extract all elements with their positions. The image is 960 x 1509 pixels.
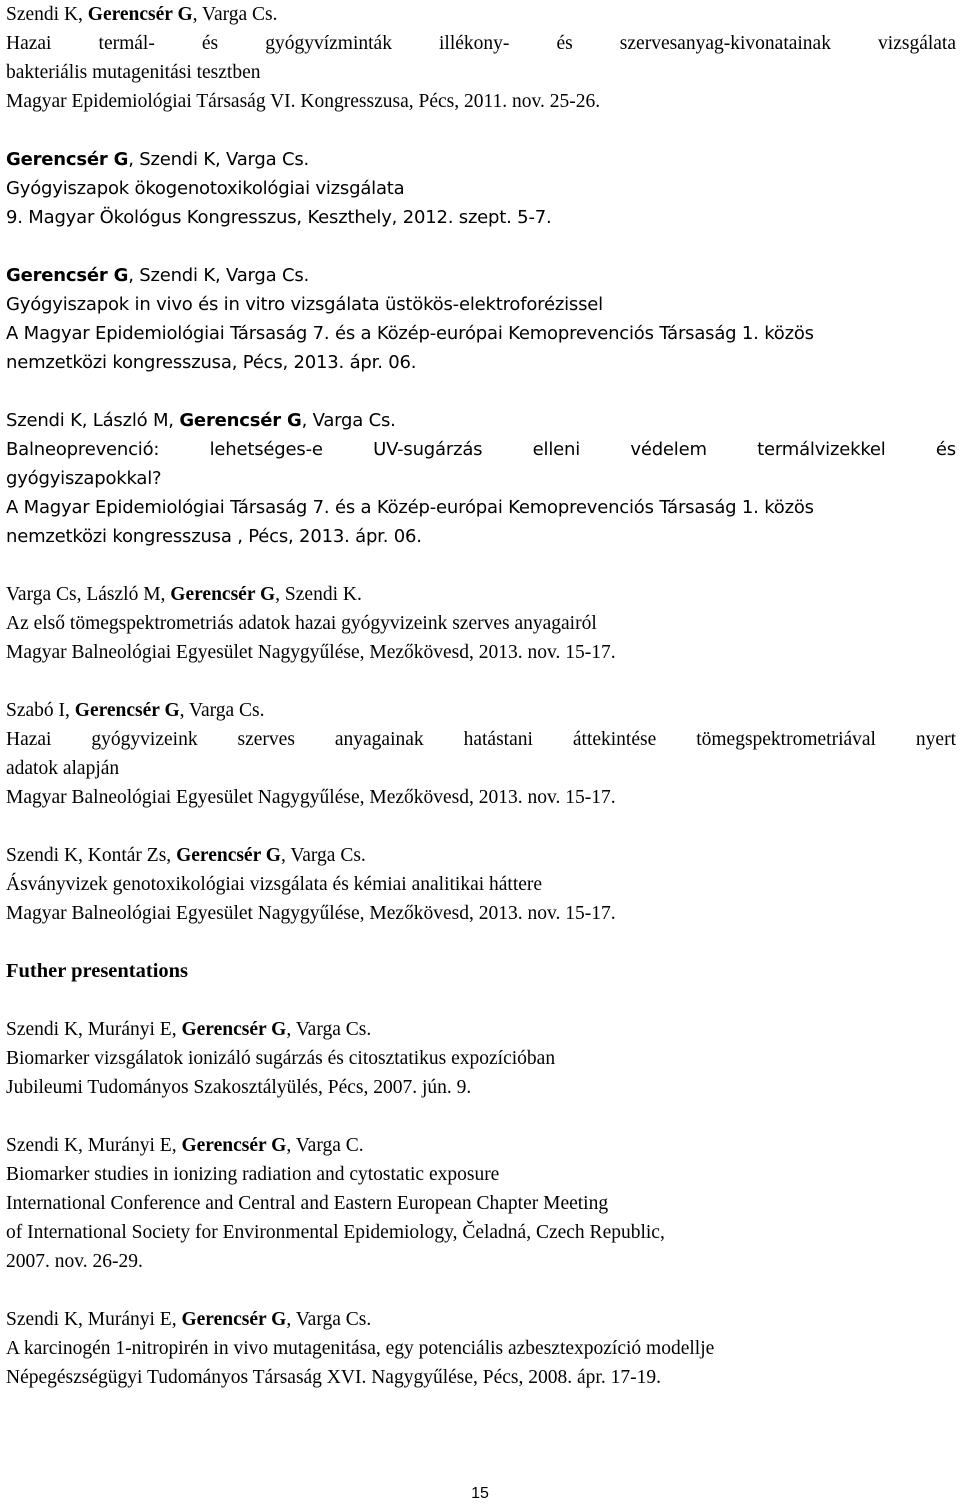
author-text: Szendi K, Kontár Zs,	[6, 845, 177, 866]
document-body	[6, 0, 956, 1421]
entry-authors	[6, 0, 956, 29]
presentation-entry	[6, 1015, 956, 1102]
author-text: Szendi K,	[6, 4, 88, 25]
highlighted-author: Gerencsér G	[6, 265, 129, 286]
highlighted-author: Gerencsér G	[179, 410, 302, 431]
entry-title-line: Ásványvizek genotoxikológiai vizsgálata és kémiai analitikai háttere	[6, 874, 543, 895]
entry-venue-line: Népegészségügyi Tudományos Társaság XVI. Nagygyűlése, Pécs, 2008. ápr. 17-19.	[6, 1367, 661, 1388]
entry-venue-line: International Conference and Central and Eastern European Chapter Meeting	[6, 1193, 609, 1214]
presentation-entry	[6, 0, 956, 116]
entry-venue-line: of International Society for Environmental Epidemiology, Čeladná, Czech Republic,	[6, 1222, 665, 1243]
presentation-entry	[6, 696, 956, 812]
entry-title-line: gyógyiszapokkal?	[6, 468, 162, 489]
entry-authors	[6, 1131, 956, 1160]
entry-title-line: Az első tömegspektrometriás adatok hazai gyógyvizeink szerves anyagairól	[6, 613, 597, 634]
presentation-entry	[6, 406, 956, 551]
entry-authors	[6, 145, 956, 174]
author-text: Szendi K, Murányi E,	[6, 1019, 182, 1040]
entry-venue-line: Jubileumi Tudományos Szakosztályülés, Pécs, 2007. jún. 9.	[6, 1077, 472, 1098]
highlighted-author: Gerencsér G	[181, 1019, 287, 1040]
author-text: Szendi K, Murányi E,	[6, 1135, 182, 1156]
entry-venue-line: 9. Magyar Ökológus Kongresszus, Keszthely, 2012. szept. 5-7.	[6, 207, 552, 228]
section-heading: Futher presentations	[6, 960, 189, 982]
page-number: 15	[471, 1485, 489, 1502]
entry-authors	[6, 1305, 956, 1334]
presentation-entry	[6, 145, 956, 232]
presentation-entry	[6, 580, 956, 667]
highlighted-author: Gerencsér G	[74, 700, 180, 721]
author-text: , Szendi K.	[275, 584, 362, 605]
entry-title-line: Hazai gyógyvizeink szerves anyagainak hatástani áttekintése tömegspektrometriával nyert	[6, 729, 956, 750]
entry-title-line: Hazai termál- és gyógyvízminták illékony- és szervesanyag-kivonatainak vizsgálata	[6, 33, 956, 54]
entry-venue-line: Magyar Epidemiológiai Társaság VI. Kongresszusa, Pécs, 2011. nov. 25-26.	[6, 91, 601, 112]
author-text: Szabó I,	[6, 700, 75, 721]
presentation-entry	[6, 1131, 956, 1276]
entry-venue-line: Magyar Balneológiai Egyesület Nagygyűlése, Mezőkövesd, 2013. nov. 15-17.	[6, 642, 616, 663]
author-text: , Varga C.	[286, 1135, 364, 1156]
highlighted-author: Gerencsér G	[87, 4, 193, 25]
entry-title-line: Gyógyiszapok ökogenotoxikológiai vizsgálata	[6, 178, 405, 199]
author-text: , Varga Cs.	[280, 845, 366, 866]
entry-title-line: A karcinogén 1-nitropirén in vivo mutagenitása, egy potenciális azbesztexpozíció modellje	[6, 1338, 715, 1359]
highlighted-author: Gerencsér G	[181, 1309, 287, 1330]
author-text: , Varga Cs.	[179, 700, 265, 721]
entry-venue-line: Magyar Balneológiai Egyesület Nagygyűlése, Mezőkövesd, 2013. nov. 15-17.	[6, 903, 616, 924]
entry-authors	[6, 1015, 956, 1044]
author-text: Szendi K, Murányi E,	[6, 1309, 182, 1330]
entry-authors	[6, 580, 956, 609]
entry-title-line: bakteriális mutagenitási tesztben	[6, 62, 261, 83]
presentation-entry	[6, 1305, 956, 1392]
highlighted-author: Gerencsér G	[6, 149, 129, 170]
entry-title-line: Biomarker studies in ionizing radiation and cytostatic exposure	[6, 1164, 500, 1185]
presentation-entry	[6, 841, 956, 928]
author-text: , Varga Cs.	[286, 1019, 372, 1040]
entry-authors	[6, 261, 956, 290]
entry-title-line: adatok alapján	[6, 758, 120, 779]
entry-venue-line: nemzetközi kongresszusa, Pécs, 2013. ápr. 06.	[6, 352, 417, 373]
author-text: , Varga Cs.	[192, 4, 278, 25]
entry-title-line: Biomarker vizsgálatok ionizáló sugárzás és citosztatikus expozícióban	[6, 1048, 556, 1069]
further-presentation-list	[6, 1015, 956, 1392]
entry-venue-line: A Magyar Epidemiológiai Társaság 7. és a Közép-európai Kemoprevenciós Társaság 1. közös	[6, 497, 814, 518]
author-text: , Varga Cs.	[301, 410, 396, 431]
entry-authors	[6, 696, 956, 725]
entry-authors	[6, 406, 956, 435]
entry-title-line: Balneoprevenció: lehetséges-e UV-sugárzás elleni védelem termálvizekkel és	[6, 439, 956, 460]
presentation-list	[6, 0, 956, 928]
entry-venue-line: Magyar Balneológiai Egyesület Nagygyűlése, Mezőkövesd, 2013. nov. 15-17.	[6, 787, 616, 808]
entry-title-line: Gyógyiszapok in vivo és in vitro vizsgálata üstökös-elektroforézissel	[6, 294, 603, 315]
entry-venue-line: nemzetközi kongresszusa , Pécs, 2013. ápr. 06.	[6, 526, 422, 547]
highlighted-author: Gerencsér G	[176, 845, 281, 866]
author-text: , Szendi K, Varga Cs.	[128, 149, 310, 170]
author-text: Varga Cs, László M,	[6, 584, 171, 605]
highlighted-author: Gerencsér G	[170, 584, 276, 605]
entry-venue-line: 2007. nov. 26-29.	[6, 1251, 143, 1272]
entry-venue-line: A Magyar Epidemiológiai Társaság 7. és a Közép-európai Kemoprevenciós Társaság 1. közös	[6, 323, 814, 344]
author-text: , Varga Cs.	[286, 1309, 372, 1330]
author-text: Szendi K, László M,	[6, 410, 180, 431]
presentation-entry	[6, 261, 956, 377]
entry-authors	[6, 841, 956, 870]
author-text: , Szendi K, Varga Cs.	[128, 265, 310, 286]
highlighted-author: Gerencsér G	[181, 1135, 287, 1156]
